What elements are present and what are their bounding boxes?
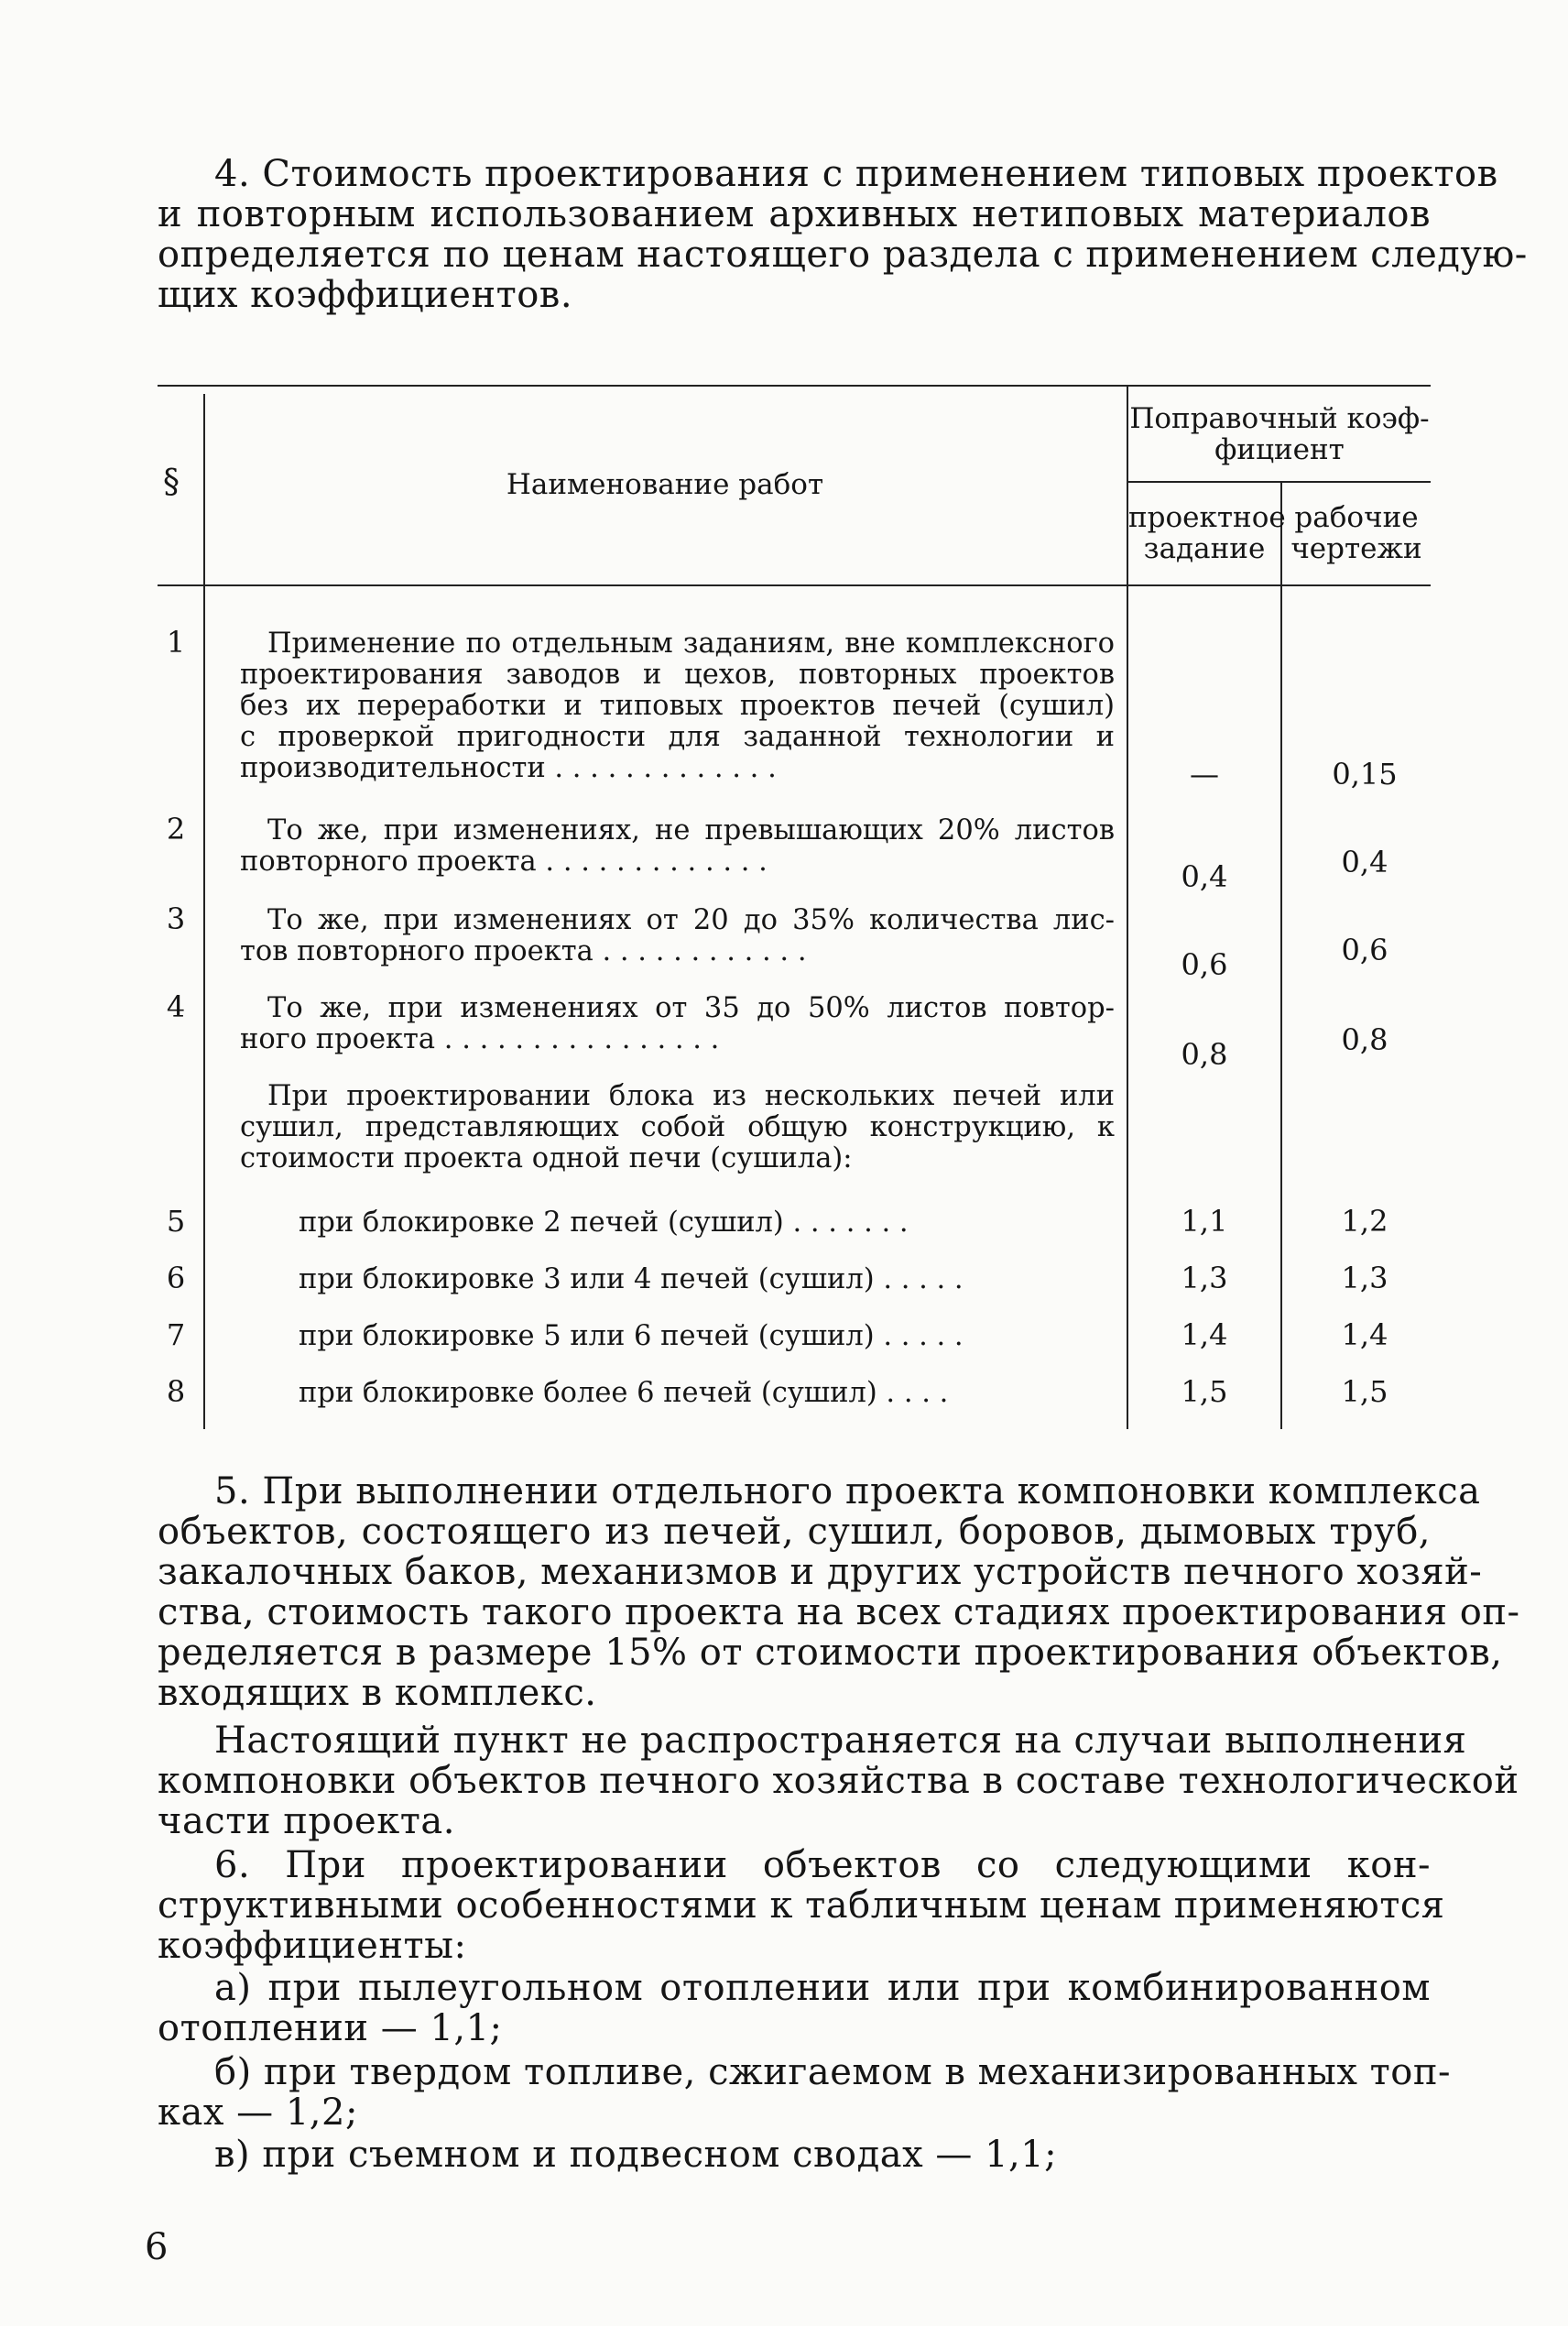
text-line: закалочных баков, механизмов и других устройств печного хозяй- <box>158 1551 1483 1593</box>
text-line: части проекта. <box>158 1800 455 1842</box>
header-section: § <box>163 464 180 501</box>
row-number: 6 <box>166 1261 186 1295</box>
coef-drawings: 1,5 <box>1341 1374 1388 1409</box>
header-text: рабочие <box>1294 501 1419 534</box>
table-top-rule <box>158 385 1431 387</box>
text-line: входящих в комплекс. <box>158 1672 597 1714</box>
coef-drawings: 0,6 <box>1341 933 1388 967</box>
coef-project: 1,1 <box>1181 1204 1228 1239</box>
text-line: ках — 1,2; <box>158 2091 358 2134</box>
text-line: При проектировании блока из нескольких печей или <box>267 1080 1115 1112</box>
row-number: 1 <box>166 625 186 660</box>
text-line: щих коэффициентов. <box>158 274 573 316</box>
text-line: структивными особенностями к табличным ценам применяются <box>158 1884 1445 1927</box>
text-line: ства, стоимость такого проекта на всех стадиях проектирования оп- <box>158 1591 1520 1633</box>
text-line: проектирования заводов и цехов, повторных проектов <box>240 659 1115 691</box>
header-coef-line: фициент <box>1214 433 1345 466</box>
text-line: То же, при изменениях, не превышающих 20% листов <box>267 814 1115 846</box>
text-line: стоимости проекта одной печи (сушила): <box>240 1142 853 1174</box>
text-line: при блокировке 2 печей (сушил) . . . . . . . <box>299 1207 909 1239</box>
coef-drawings: 1,4 <box>1341 1317 1388 1352</box>
coef-project: 1,3 <box>1181 1261 1228 1295</box>
coef-project: 0,6 <box>1181 947 1228 982</box>
text-line: ределяется в размере 15% от стоимости проектирования объектов, <box>158 1632 1503 1674</box>
table-header-rule <box>158 584 1431 586</box>
row-number: 4 <box>166 989 186 1024</box>
text-line: повторного проекта . . . . . . . . . . . . . <box>240 846 768 878</box>
row-work <box>299 1321 1114 1352</box>
text-line: коэффициенты: <box>158 1925 467 1967</box>
item-a <box>158 1968 1431 2048</box>
text-line: при блокировке более 6 печей (сушил) . . . . <box>299 1377 949 1409</box>
header-coef-line: Поправочный коэф- <box>1129 402 1430 435</box>
coef-drawings: 0,15 <box>1332 757 1398 792</box>
coef-drawings: 0,8 <box>1341 1022 1388 1057</box>
row-number: 3 <box>166 901 186 936</box>
header-text: чертежи <box>1290 532 1422 565</box>
header-text: проектное <box>1128 501 1286 534</box>
row-work <box>299 1378 1114 1409</box>
row-work <box>240 628 1115 784</box>
coef-drawings: 0,4 <box>1341 845 1388 879</box>
text-line: То же, при изменениях от 35 до 50% листов повтор- <box>267 992 1115 1024</box>
row-work <box>240 1081 1115 1174</box>
table-divider <box>203 394 205 1429</box>
header-coef <box>1128 403 1431 465</box>
coef-project: 1,4 <box>1181 1317 1228 1352</box>
text-line: и повторным использованием архивных нетиповых материалов <box>158 193 1431 235</box>
coef-project: 0,4 <box>1181 859 1228 894</box>
text-line: без их переработки и типовых проектов печей (сушил) <box>240 690 1115 722</box>
table-subheader-rule <box>1127 481 1431 483</box>
item-b <box>158 2051 1452 2134</box>
row-work <box>299 1264 1114 1295</box>
text-line: компоновки объектов печного хозяйства в составе технологической <box>158 1760 1519 1802</box>
text-line: тов повторного проекта . . . . . . . . . . . . <box>240 935 807 967</box>
text-line: производительности . . . . . . . . . . . . . <box>240 752 777 784</box>
paragraph-5-note <box>158 1720 1519 1842</box>
coef-project: 1,5 <box>1181 1374 1228 1409</box>
row-work <box>240 993 1115 1055</box>
header-text: задание <box>1143 532 1266 565</box>
row-number: 7 <box>166 1317 186 1352</box>
row-work <box>240 815 1115 878</box>
text-line: в) при съемном и подвесном сводах — 1,1; <box>214 2134 1058 2176</box>
text-line: То же, при изменениях от 20 до 35% количества лис- <box>267 904 1115 936</box>
paragraph-4 <box>158 153 1528 316</box>
text-line: ного проекта . . . . . . . . . . . . . . . . <box>240 1023 720 1055</box>
text-line: а) при пылеугольном отоплении или при комбинированном <box>214 1967 1431 2009</box>
row-number: 5 <box>166 1204 186 1239</box>
text-line: объектов, состоящего из печей, сушил, боровов, дымовых труб, <box>158 1511 1431 1553</box>
header-work: Наименование работ <box>506 468 824 501</box>
row-work <box>299 1207 1114 1239</box>
text-line: 4. Стоимость проектирования с применением типовых проектов <box>214 153 1498 195</box>
item-c <box>158 2135 1431 2175</box>
coef-drawings: 1,3 <box>1341 1261 1388 1295</box>
text-line: Применение по отдельным заданиям, вне комплексного <box>267 628 1115 660</box>
coef-project: — <box>1190 757 1219 792</box>
paragraph-6 <box>158 1844 1445 1967</box>
text-line: определяется по ценам настоящего раздела с применением следую- <box>158 234 1528 276</box>
row-work <box>240 905 1115 967</box>
paragraph-5 <box>158 1470 1520 1714</box>
table-divider <box>1280 481 1282 1429</box>
row-number: 8 <box>166 1374 186 1409</box>
text-line: отоплении — 1,1; <box>158 2007 503 2049</box>
row-number: 2 <box>166 812 186 846</box>
text-line: сушил, представляющих собой общую конструкцию, к <box>240 1111 1115 1143</box>
text-line: Настоящий пункт не распространяется на случаи выполнения <box>214 1720 1467 1762</box>
text-line: 5. При выполнении отдельного проекта компоновки комплекса <box>214 1470 1481 1512</box>
text-line: при блокировке 5 или 6 печей (сушил) . . . . . <box>299 1320 964 1352</box>
text-line: б) при твердом топливе, сжигаемом в механизированных топ- <box>214 2051 1452 2093</box>
text-line: 6. При проектировании объектов со следующими кон- <box>214 1844 1431 1886</box>
text-line: с проверкой пригодности для заданной технологии и <box>240 721 1115 753</box>
coef-drawings: 1,2 <box>1341 1204 1388 1239</box>
header-working-drawings <box>1282 502 1431 564</box>
header-project-task <box>1128 501 1286 565</box>
page-number: 6 <box>145 2226 169 2268</box>
coef-project: 0,8 <box>1181 1037 1228 1072</box>
text-line: при блокировке 3 или 4 печей (сушил) . . . . . <box>299 1263 964 1295</box>
